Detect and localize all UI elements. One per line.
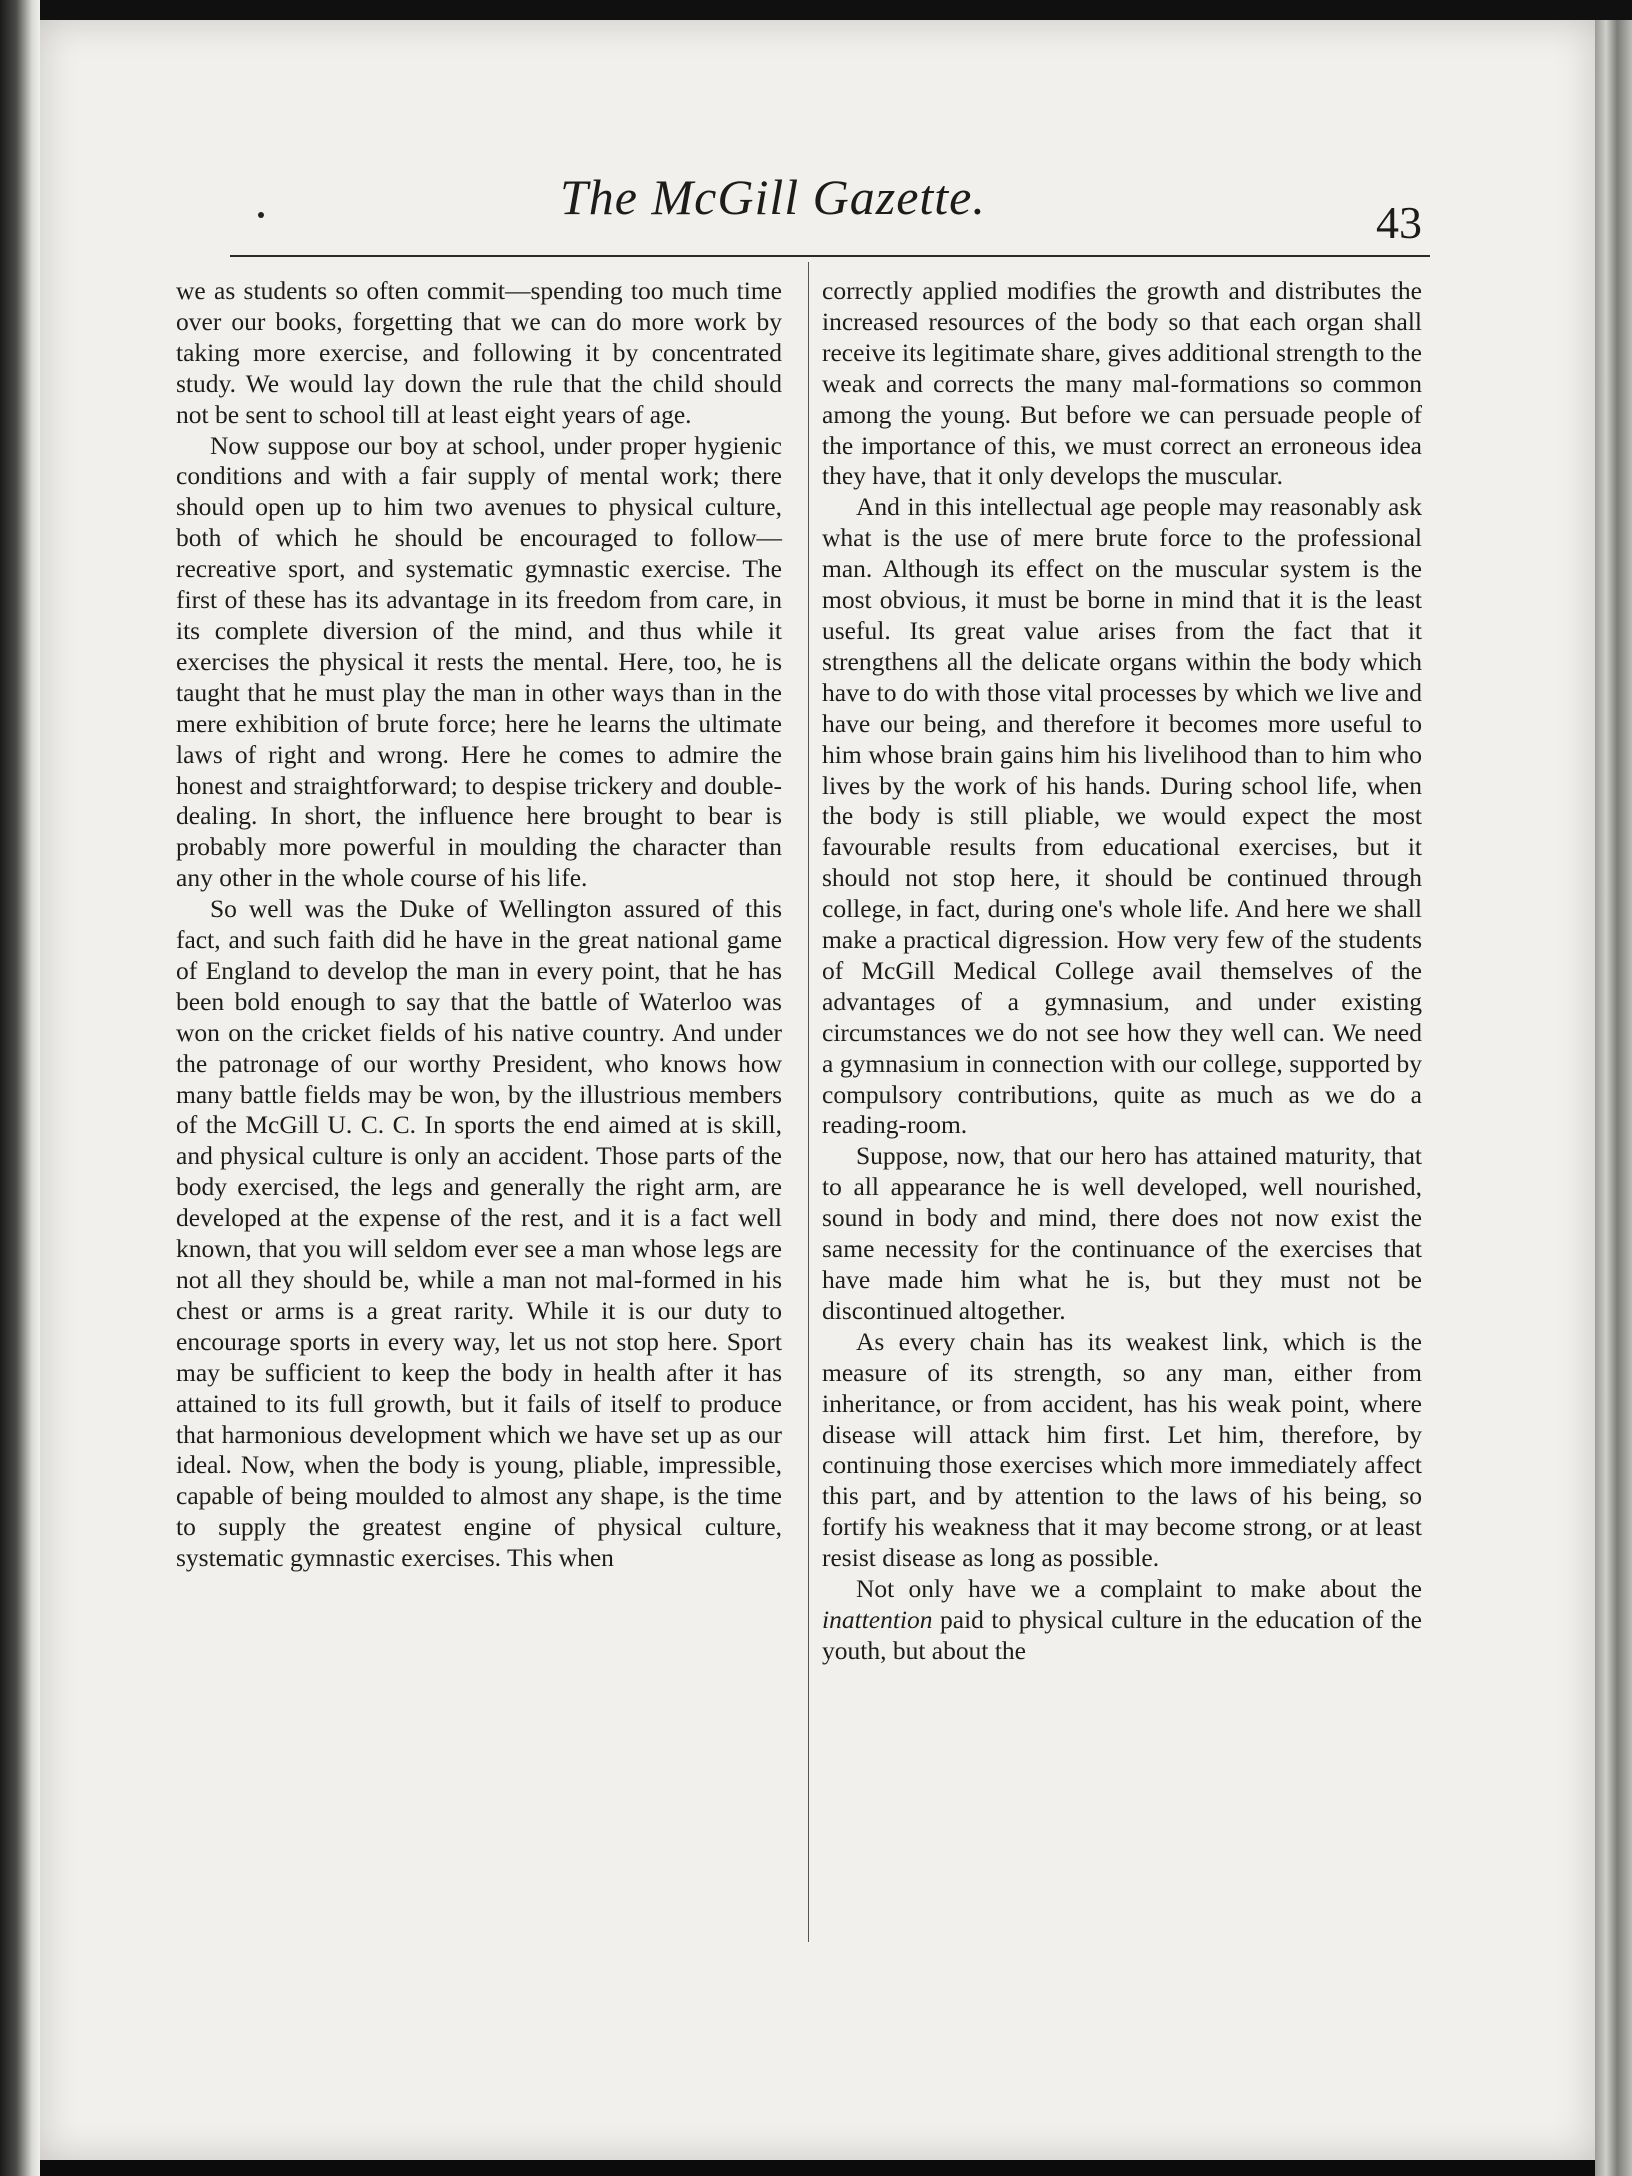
scan-top-border <box>0 0 1632 22</box>
paragraph-text: paid to physical culture in the education of the youth, but about the <box>822 1604 1422 1665</box>
page-header-title: The McGill Gazette. <box>560 169 986 225</box>
scan-left-border <box>0 0 40 2176</box>
column-divider <box>808 262 809 1942</box>
paragraph: Now suppose our boy at school, under proper hygienic conditions and with a fair supply of mental work; there should open up to him two avenues to physical culture, both of which he should be encouraged to follow—recreative sport, and systematic gymnastic exercise. The first of these has its advantage in its freedom from care, in its complete diversion of the mind, and thus while it exercises the physical it rests the mental. Here, too, he is taught that he must play the man in other ways than in the mere exhibition of brute force; here he learns the ultimate laws of right and wrong. Here he comes to admire the honest and straightforward; to despise trickery and double-dealing. In short, the influence here brought to bear is probably more powerful in moulding the character than any other in the whole course of his life. <box>176 430 782 893</box>
paragraph: Suppose, now, that our hero has attained maturity, that to all appearance he is well developed, well nourished, sound in body and mind, there does not now exist the same necessity for the continuance of the exercises that have made him what he is, but they must not be discontinued altogether. <box>822 1141 1422 1325</box>
right-column <box>822 276 1422 1667</box>
header-rule <box>230 255 1430 257</box>
paragraph: And in this intellectual age people may reasonably ask what is the use of mere brute force to the professional man. Although its effect on the muscular system is the most obvious, it must be borne in mind that it is the least useful. Its great value arises from the fact that it strengthens all the delicate organs within the body which have to do with those vital processes by which we live and have our being, and therefore it becomes more useful to him whose brain gains him his livelihood than to him who lives by the work of his hands. During school life, when the body is still pliable, we would expect the most favourable results from educational exercises, but it should not stop here, it should be continued through college, in fact, during one's whole life. And here we shall make a practical digression. How very few of the students of McGill Medical College avail themselves of the advantages of a gymnasium, and under existing circumstances we do not see how they well can. We need a gymnasium in connection with our college, supported by compulsory contributions, quite as much as we do a reading-room. <box>822 492 1422 1140</box>
paragraph: correctly applied modifies the growth and distributes the increased resources of the body so that each organ shall receive its legitimate share, gives additional strength to the weak and corrects the many mal-formations so common among the young. But before we can persuade people of the importance of this, we must correct an erroneous idea they have, that it only develops the muscular. <box>822 276 1422 491</box>
header-ornament-dot <box>258 212 264 218</box>
paragraph-text: Not only have we a complaint to make about the <box>856 1574 1422 1604</box>
emphasis-text: inattention <box>822 1604 933 1634</box>
paragraph: So well was the Duke of Wellington assured of this fact, and such faith did he have in the great national game of England to develop the man in every point, that he has been bold enough to say that the battle of Waterloo was won on the cricket fields of his native country. And under the patronage of our worthy President, who knows how many battle fields may be won, by the illustrious members of the McGill U. C. C. In sports the end aimed at is skill, and physical culture is only an accident. Those parts of the body exercised, the legs and generally the right arm, are developed at the expense of the rest, and it is a fact well known, that you will seldom ever see a man whose legs are not all they should be, while a man not mal-formed in his chest or arms is a great rarity. While it is our duty to encourage sports in every way, let us not stop here. Sport may be sufficient to keep the body in health after it has attained to its full growth, but it fails of itself to produce that harmonious development which we have set up as our ideal. Now, when the body is young, pliable, impressible, capable of being moulded to almost any shape, is the time to supply the greatest engine of physical culture, systematic gymnastic exercises. This when <box>176 894 782 1573</box>
page-number: 43 <box>1376 197 1422 248</box>
paragraph <box>822 1574 1422 1667</box>
paragraph: As every chain has its weakest link, which is the measure of its strength, so any man, either from inheritance, or from accident, has his weak point, where disease will attack him first. Let him, therefore, by continuing those exercises which more immediately affect this part, and by attention to the laws of his being, so fortify his weakness that it may become strong, or at least resist disease as long as possible. <box>822 1326 1422 1573</box>
left-column <box>176 276 782 1574</box>
paragraph: we as students so often commit—spending too much time over our books, forgetting that we can do more work by taking more exercise, and following it by concentrated study. We would lay down the rule that the child should not be sent to school till at least eight years of age. <box>176 276 782 429</box>
scan-right-edge <box>1595 20 1632 2176</box>
